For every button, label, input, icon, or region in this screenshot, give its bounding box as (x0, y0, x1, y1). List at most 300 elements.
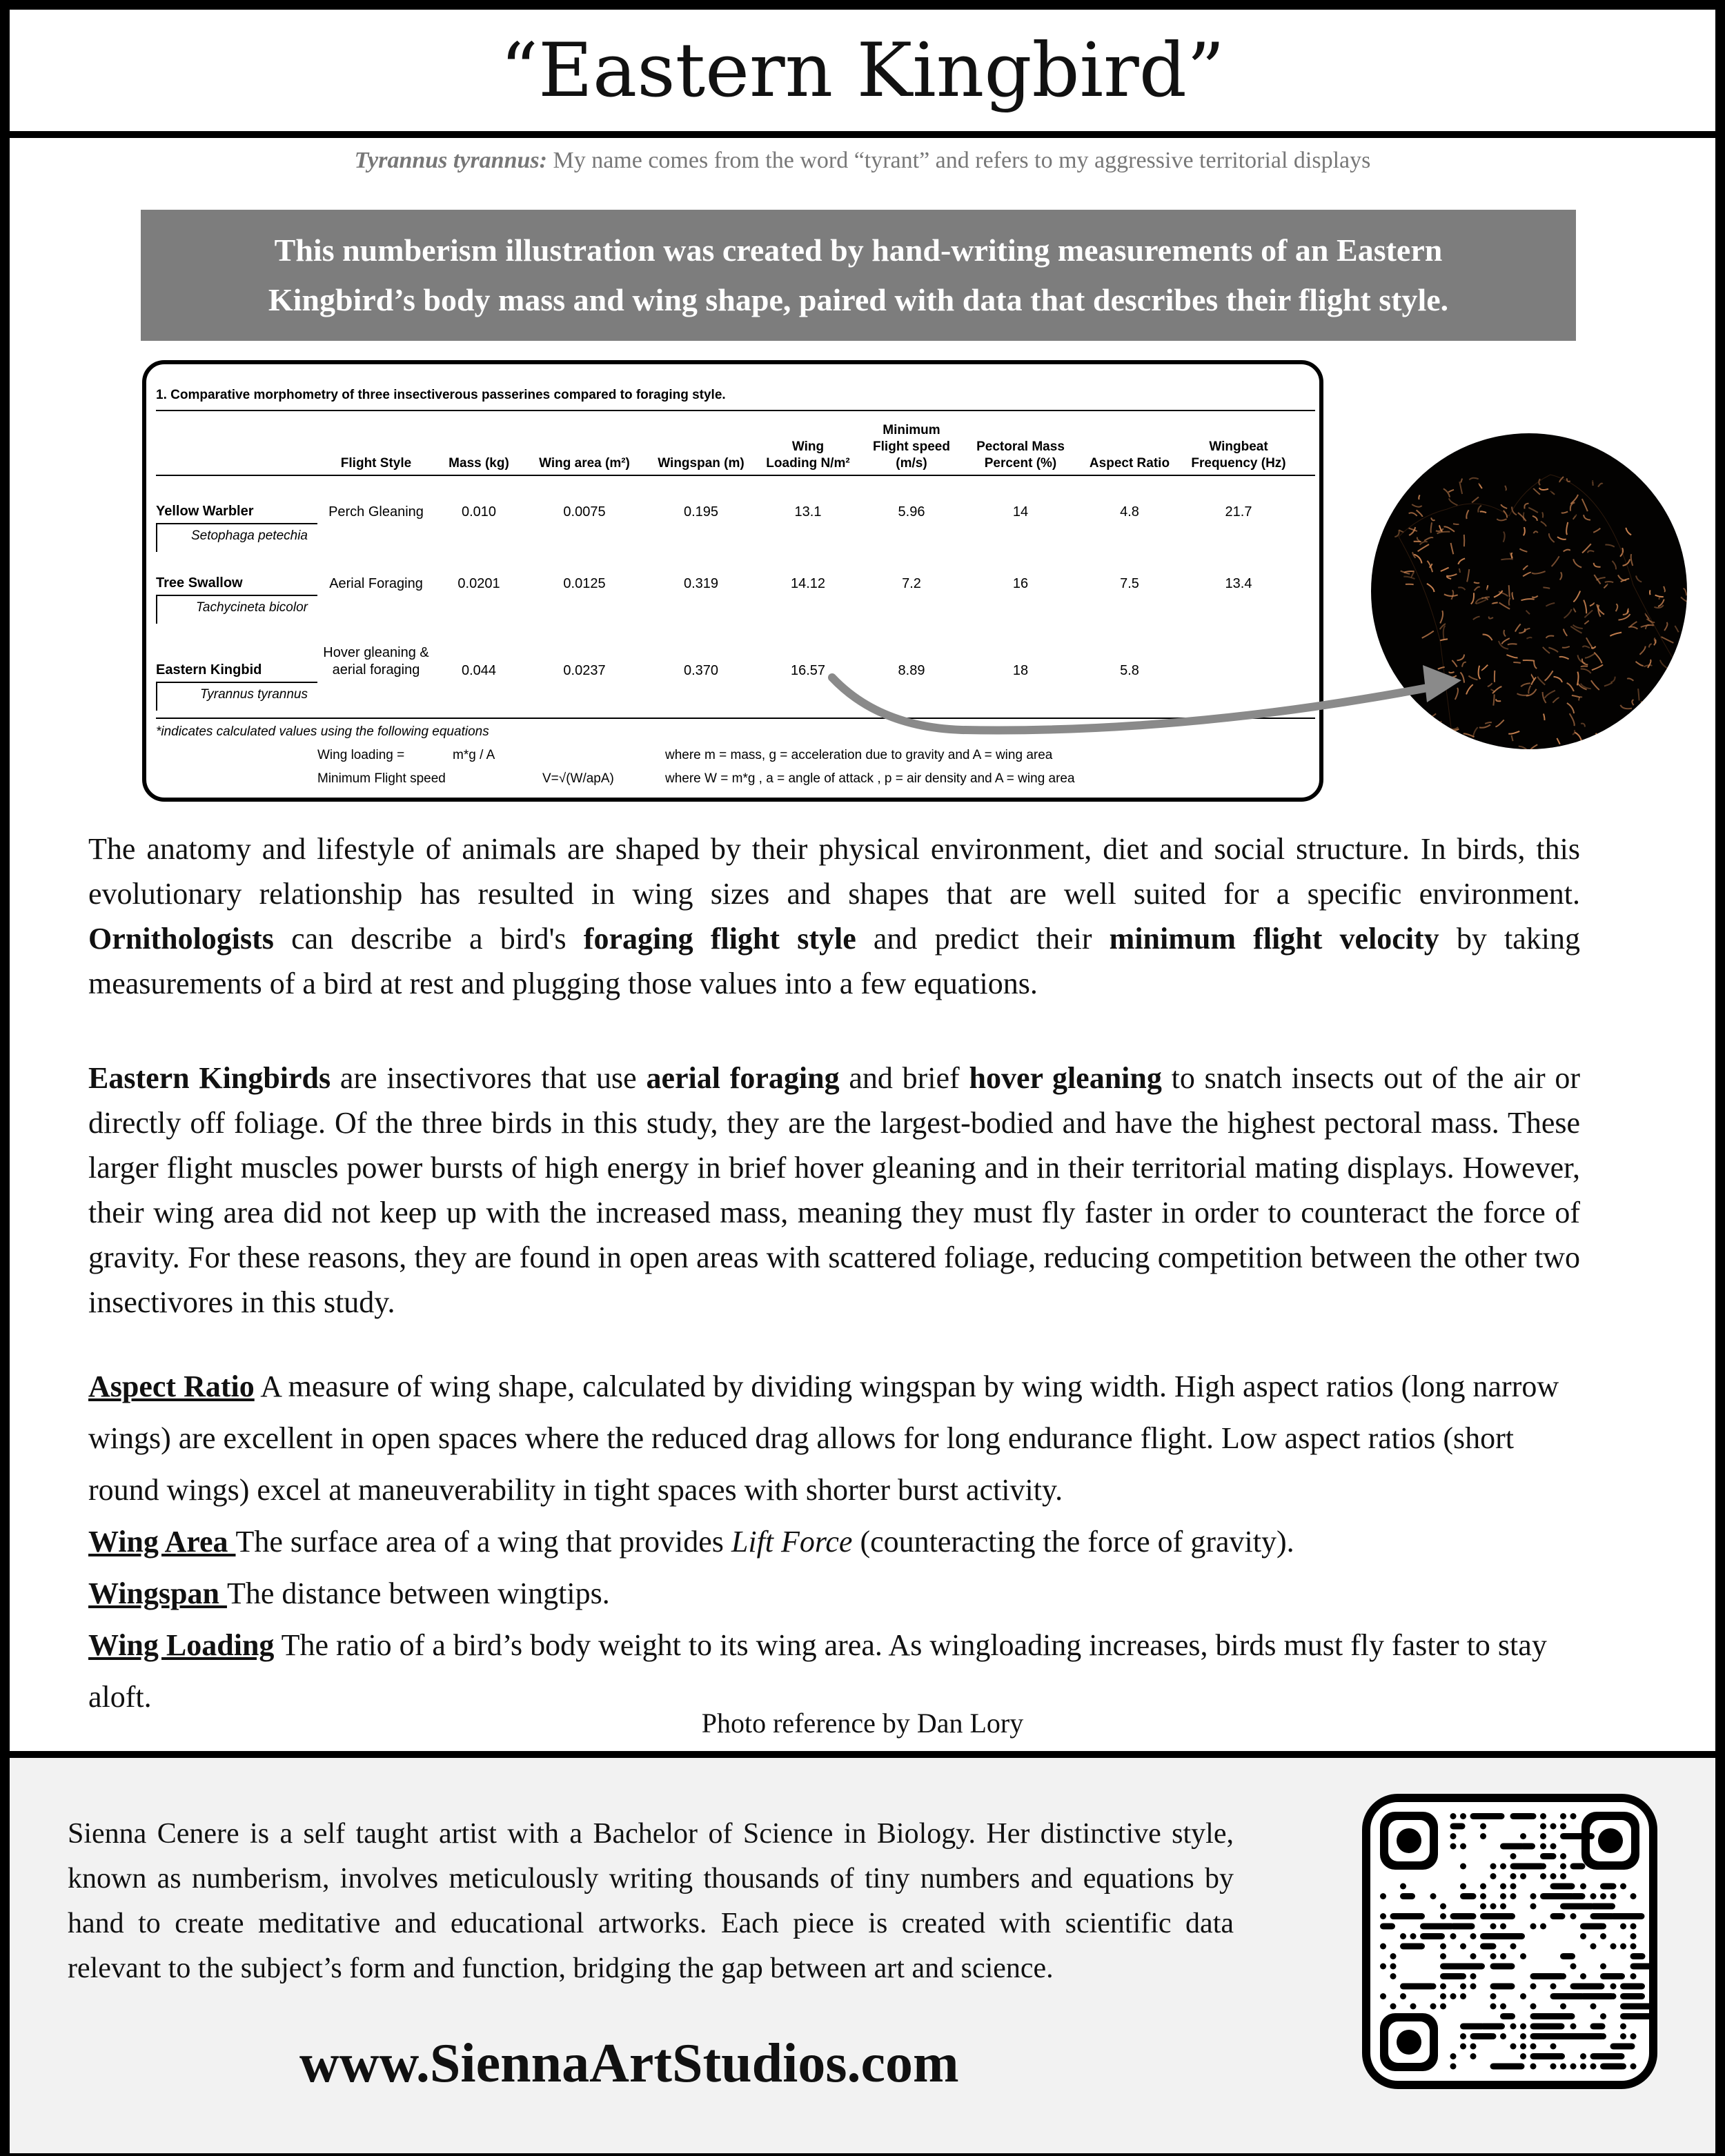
col-header-wingspan: Wingspan (m) (658, 456, 745, 471)
numberism-stroke (1449, 672, 1454, 673)
numberism-stroke (1531, 744, 1538, 749)
qr-module (1530, 2024, 1565, 2030)
qr-module (1470, 1984, 1477, 1990)
qr-module (1510, 1893, 1517, 1899)
numberism-stroke (1674, 703, 1677, 705)
qr-module (1440, 1984, 1446, 1990)
table-cell: 0.0125 (563, 576, 606, 591)
qr-module (1460, 1993, 1466, 1999)
title-bar (10, 10, 1715, 138)
numberism-stroke (1509, 585, 1510, 597)
numberism-stroke (1668, 713, 1671, 720)
table-footnote: *indicates calculated values using the following equations (156, 724, 489, 739)
qr-module (1590, 2033, 1597, 2039)
qr-module (1590, 2053, 1625, 2059)
definition-aspect-ratio: Aspect Ratio A measure of wing shape, calculated by dividing wingspan by wing width. High aspect ratios (long narrow wings) are excellent in open spaces where the reduced drag allows for long endurance flight. Low aspect ratios (short round wings) excel at maneuverability in tight spaces with shorter burst activity. (88, 1369, 1559, 1507)
numberism-stroke (1664, 586, 1665, 592)
numberism-stroke (1444, 675, 1457, 678)
numberism-stroke (1573, 591, 1580, 602)
numberism-stroke (1627, 678, 1633, 680)
qr-module (1430, 1893, 1437, 1899)
row-tree-swallow-sci: Tachycineta bicolor (196, 600, 308, 615)
qr-module (1600, 2033, 1606, 2039)
qr-module (1520, 2024, 1526, 2030)
qr-module (1500, 1933, 1525, 1939)
qr-module (1520, 1953, 1526, 1959)
numberism-stroke (1588, 551, 1595, 553)
qr-module (1470, 1893, 1477, 1899)
numberism-stroke (1462, 662, 1466, 667)
numberism-stroke (1466, 510, 1468, 519)
qr-module (1620, 1883, 1626, 1890)
qr-module (1630, 2064, 1637, 2070)
numberism-stroke (1524, 504, 1528, 509)
numberism-stroke (1461, 479, 1462, 483)
qr-module (1380, 1893, 1386, 1899)
numberism-stroke (1610, 677, 1615, 682)
numberism-stroke (1593, 528, 1600, 533)
numberism-stroke (1523, 566, 1528, 570)
numberism-stroke (1499, 602, 1510, 609)
qr-module (1440, 1953, 1446, 1959)
qr-module (1630, 1964, 1650, 1970)
numberism-stroke (1491, 689, 1495, 692)
qr-module (1450, 1993, 1457, 1999)
qr-module (1500, 2064, 1506, 2070)
numberism-stroke (1473, 617, 1480, 620)
row-tree-swallow-name: Tree Swallow (156, 575, 243, 591)
numberism-stroke (1524, 527, 1525, 535)
qr-module (1500, 1953, 1506, 1959)
qr-module (1630, 1944, 1637, 1950)
footer (10, 1751, 1715, 2153)
numberism-stroke (1664, 622, 1667, 631)
qr-module (1620, 1923, 1626, 1930)
numberism-stroke (1458, 587, 1465, 590)
qr-module (1390, 1973, 1397, 1979)
numberism-stroke (1660, 660, 1668, 669)
numberism-stroke (1512, 593, 1514, 600)
numberism-stroke (1459, 482, 1462, 494)
morphometry-table (142, 360, 1323, 802)
numberism-stroke (1649, 644, 1652, 647)
numberism-stroke (1455, 688, 1458, 700)
qr-module (1450, 1813, 1457, 1819)
qr-module (1500, 1913, 1515, 1919)
qr-module (1570, 2024, 1577, 2030)
qr-module (1500, 1984, 1506, 1990)
numberism-stroke (1638, 689, 1639, 700)
qr-module (1500, 1923, 1506, 1930)
qr-module (1470, 2044, 1477, 2050)
numberism-stroke (1409, 513, 1417, 516)
header-rule (156, 475, 1315, 476)
row-eastern-kingbird-underline (156, 682, 317, 683)
qr-module (1470, 1973, 1477, 1979)
numberism-stroke (1508, 644, 1517, 645)
numberism-stroke (1539, 488, 1548, 490)
eq2-where: where W = m*g , a = angle of attack , p = air density and A = wing area (665, 771, 1075, 786)
numberism-stroke (1443, 488, 1450, 497)
col-header-mass: Mass (kg) (448, 456, 509, 471)
qr-module (1570, 1984, 1605, 1990)
qr-module (1550, 1913, 1566, 1919)
numberism-stroke (1572, 695, 1580, 698)
qr-module (1440, 1944, 1446, 1950)
definition-wing-area: Wing Area The surface area of a wing that provides Lift Force (counteracting the force of gravity). (88, 1525, 1294, 1559)
numberism-stroke (1545, 671, 1553, 680)
numberism-stroke (1448, 731, 1451, 735)
numberism-stroke (1504, 630, 1506, 636)
row-eastern-kingbird-name: Eastern Kingbid (156, 662, 262, 678)
numberism-stroke (1548, 648, 1558, 653)
qr-module (1610, 1944, 1617, 1950)
numberism-stroke (1399, 530, 1403, 532)
numberism-stroke (1648, 660, 1651, 668)
intro-banner-text: This numberism illustration was created by hand-writing measurements of an Eastern Kingbird’s body mass and wing shape, paired with data that describes their flight style. (268, 233, 1449, 317)
col-header-aspect-ratio: Aspect Ratio (1089, 456, 1170, 471)
eq1-where: where m = mass, g = acceleration due to gravity and A = wing area (665, 748, 1053, 762)
numberism-stroke (1497, 519, 1506, 520)
qr-module (1610, 1893, 1617, 1899)
numberism-stroke (1673, 711, 1681, 714)
table-cell: 0.0201 (457, 576, 500, 591)
qr-module (1440, 2004, 1446, 2010)
qr-module (1630, 1953, 1646, 1959)
numberism-stroke (1596, 733, 1601, 744)
numberism-stroke (1528, 508, 1538, 513)
numberism-stroke (1630, 622, 1637, 627)
qr-module (1390, 1964, 1397, 1970)
numberism-stroke (1431, 522, 1432, 533)
qr-module (1490, 2033, 1497, 2039)
qr-module (1520, 2033, 1526, 2039)
qr-module (1620, 2013, 1649, 2019)
qr-module (1600, 1964, 1606, 1970)
qr-module (1460, 1964, 1485, 1970)
table-cell: Aerial Foraging (329, 576, 423, 591)
numberism-stroke (1681, 597, 1687, 602)
table-cell: 14 (1012, 504, 1029, 520)
qr-module (1550, 1984, 1557, 1990)
qr-module (1460, 1883, 1466, 1890)
qr-code-icon[interactable] (1362, 1794, 1657, 2089)
qr-module (1510, 2024, 1517, 2030)
qr-module (1530, 1923, 1537, 1930)
table-cell: 0.370 (683, 663, 719, 678)
numberism-stroke (1492, 602, 1498, 604)
qr-module (1470, 1913, 1477, 1919)
numberism-stroke (1451, 543, 1454, 554)
numberism-stroke (1658, 736, 1662, 740)
table-cell: 5.96 (898, 504, 925, 520)
numberism-stroke (1549, 533, 1555, 542)
numberism-stroke (1552, 556, 1559, 566)
numberism-stroke (1488, 683, 1492, 686)
numberism-stroke (1585, 654, 1595, 658)
numberism-stroke (1517, 693, 1529, 695)
numberism-stroke (1566, 522, 1568, 535)
numberism-stroke (1440, 611, 1443, 623)
qr-module (1540, 1823, 1546, 1830)
row-yellow-warbler-name: Yellow Warbler (156, 504, 254, 519)
numberism-stroke (1532, 571, 1546, 573)
qr-module (1470, 1813, 1505, 1819)
numberism-stroke (1473, 727, 1478, 738)
page-title: “Eastern Kingbird” (500, 27, 1225, 114)
col-header-flight-style: Flight Style (340, 456, 412, 471)
numberism-stroke (1404, 571, 1414, 573)
numberism-stroke (1626, 528, 1631, 535)
numberism-stroke (1628, 627, 1637, 629)
row-yellow-warbler-underline (156, 523, 317, 524)
definitions (88, 1361, 1580, 1723)
qr-module (1550, 1823, 1557, 1830)
qr-module (1460, 1944, 1466, 1950)
numberism-stroke (1412, 572, 1414, 577)
definition-wing-loading: Wing Loading The ratio of a bird’s body weight to its wing area. As wingloading increases, birds must fly faster to stay aloft. (88, 1628, 1547, 1714)
intro-banner (141, 210, 1576, 341)
numberism-stroke (1561, 512, 1568, 513)
numberism-stroke (1630, 740, 1633, 745)
qr-module (1460, 2044, 1466, 2050)
qr-module (1380, 1993, 1386, 1999)
qr-module (1500, 1903, 1506, 1910)
numberism-stroke (1506, 655, 1517, 657)
qr-module (1390, 2004, 1397, 2010)
qr-module (1430, 1933, 1437, 1939)
qr-module (1610, 1993, 1617, 1999)
qr-module (1510, 1883, 1517, 1890)
table-cell: 18 (1012, 663, 1029, 678)
qr-module (1490, 1913, 1497, 1919)
numberism-stroke (1521, 683, 1530, 686)
qr-module (1590, 1944, 1597, 1950)
numberism-stroke (1512, 507, 1517, 515)
numberism-stroke (1533, 531, 1537, 533)
numberism-stroke (1543, 587, 1550, 589)
qr-module (1570, 2033, 1605, 2039)
table-cell: 8.89 (898, 663, 925, 678)
qr-module (1540, 1873, 1546, 1879)
photo-credit: Photo reference by Dan Lory (701, 1708, 1024, 1739)
numberism-stroke (1592, 664, 1603, 670)
numberism-stroke (1479, 725, 1490, 728)
qr-module (1440, 1993, 1446, 1999)
numberism-stroke (1469, 478, 1478, 480)
qr-module (1530, 1813, 1537, 1819)
numberism-stroke (1431, 517, 1435, 520)
numberism-stroke (1495, 720, 1504, 726)
numberism-stroke (1545, 691, 1555, 698)
numberism-stroke (1620, 705, 1632, 709)
numberism-stroke (1538, 677, 1546, 685)
numberism-stroke (1581, 666, 1588, 667)
numberism-stroke (1604, 584, 1607, 589)
numberism-stroke (1479, 484, 1482, 488)
qr-module (1620, 1993, 1645, 1999)
qr-module (1610, 1973, 1617, 1979)
numberism-stroke (1468, 676, 1477, 680)
qr-module (1580, 1973, 1586, 1979)
qr-module (1580, 1993, 1615, 1999)
qr-module (1560, 2064, 1566, 2070)
qr-module (1400, 1883, 1406, 1890)
qr-module (1550, 1853, 1557, 1859)
table-cell: 0.0075 (563, 504, 606, 520)
numberism-stroke (1444, 594, 1458, 596)
numberism-stroke (1636, 575, 1642, 582)
qr-module (1390, 1953, 1397, 1959)
qr-module (1430, 1984, 1437, 1990)
qr-module (1460, 1843, 1466, 1850)
qr-module (1590, 2004, 1597, 2010)
numberism-stroke (1532, 516, 1537, 521)
qr-module (1540, 1813, 1546, 1819)
qr-module (1460, 1973, 1466, 1979)
numberism-stroke (1604, 683, 1613, 686)
qr-module (1500, 1893, 1506, 1899)
qr-module (1600, 2013, 1606, 2019)
qr-module (1490, 1863, 1497, 1870)
numberism-stroke (1418, 544, 1429, 551)
numberism-stroke (1618, 730, 1624, 733)
qr-module (1520, 1843, 1535, 1850)
paragraph-kingbird: Eastern Kingbirds are insectivores that use aerial foraging and brief hover gleaning to snatch insects out of the air or directly off foliage. Of the three birds in this study, they are the largest-bodied and have the highest pectoral mass. These larger flight muscles power bursts of high energy in brief hover gleaning and in their territorial mating displays. However, their wing area did not keep up with the increased mass, meaning they must fly faster in order to counteract the force of gravity. For these reasons, they are found in open areas with scattered foliage, reducing competition between the other two insectivores in this study. (88, 1061, 1581, 1319)
table-cell: 0.0237 (563, 663, 606, 678)
qr-module (1610, 1984, 1617, 1990)
numberism-stroke (1523, 660, 1535, 661)
qr-module (1400, 1893, 1415, 1899)
qr-module (1450, 1843, 1457, 1850)
qr-module (1630, 1973, 1637, 1979)
table-caption: 1. Comparative morphometry of three insectiverous passerines compared to foraging style. (156, 388, 726, 402)
qr-module (1400, 1913, 1425, 1919)
numberism-stroke (1451, 591, 1453, 600)
qr-module (1510, 1843, 1517, 1850)
numberism-stroke (1442, 684, 1445, 690)
qr-module (1410, 1944, 1417, 1950)
numberism-stroke (1564, 609, 1572, 618)
qr-module (1530, 2004, 1537, 2010)
qr-module (1610, 2044, 1635, 2050)
numberism-stroke (1579, 697, 1582, 700)
qr-module (1540, 1863, 1546, 1870)
qr-module (1520, 2053, 1526, 2059)
numberism-stroke (1466, 684, 1473, 694)
numberism-stroke (1654, 743, 1663, 744)
qr-module (1540, 1833, 1546, 1839)
qr-module (1570, 1863, 1586, 1870)
qr-module (1580, 1933, 1586, 1939)
qr-module (1490, 1944, 1497, 1950)
qr-module (1500, 1883, 1506, 1890)
numberism-stroke (1458, 558, 1465, 564)
qr-module (1550, 1843, 1557, 1850)
numberism-stroke (1639, 646, 1645, 655)
qr-module (1500, 1863, 1506, 1870)
numberism-stroke (1440, 639, 1448, 640)
eq1-label: Wing loading = (317, 748, 405, 762)
numberism-stroke (1539, 479, 1540, 485)
numberism-stroke (1437, 532, 1450, 534)
qr-module (1570, 1813, 1577, 1819)
numberism-stroke (1570, 713, 1575, 726)
qr-module (1510, 1853, 1517, 1859)
numberism-stroke (1573, 730, 1575, 735)
numberism-stroke (1403, 577, 1414, 579)
numberism-stroke (1655, 595, 1664, 597)
numberism-stroke (1441, 568, 1449, 571)
qr-module (1560, 1823, 1566, 1830)
numberism-stroke (1593, 742, 1598, 745)
numberism-stroke (1515, 624, 1521, 631)
numberism-stroke (1508, 731, 1519, 734)
numberism-stroke (1526, 611, 1530, 614)
table-cell: 13.4 (1225, 576, 1252, 591)
qr-module (1580, 2053, 1586, 2059)
numberism-stroke (1492, 686, 1501, 693)
qr-module (1510, 1873, 1517, 1879)
numberism-stroke (1448, 727, 1458, 729)
eq2-formula: V=√(W/apA) (542, 771, 614, 786)
qr-module (1510, 2064, 1517, 2070)
numberism-stroke (1620, 727, 1630, 728)
numberism-stroke (1675, 626, 1678, 632)
col-header-wing-loading: Wing Loading N/m² (766, 439, 850, 471)
numberism-stroke (1479, 666, 1481, 680)
numberism-stroke (1559, 657, 1569, 659)
numberism-stroke (1596, 745, 1606, 746)
numberism-stroke (1594, 653, 1601, 664)
numberism-stroke (1557, 537, 1566, 540)
numberism-stroke (1463, 733, 1475, 737)
numberism-stroke (1641, 702, 1649, 709)
qr-module (1560, 1833, 1595, 1839)
table-cell: 7.2 (902, 576, 921, 591)
qr-module (1570, 1964, 1577, 1970)
numberism-stroke (1577, 683, 1586, 689)
numberism-stroke (1633, 744, 1642, 749)
qr-module (1540, 1843, 1546, 1850)
qr-module (1460, 1863, 1466, 1870)
table-cell: Perch Gleaning (328, 504, 424, 520)
numberism-stroke (1674, 701, 1678, 704)
numberism-stroke (1631, 554, 1633, 566)
table-cell: 0.010 (461, 504, 497, 520)
qr-module (1530, 2064, 1537, 2070)
qr-module (1490, 2064, 1525, 2070)
qr-module (1560, 1883, 1566, 1890)
qr-module (1600, 1993, 1606, 1999)
table-cell: 0.319 (683, 576, 719, 591)
qr-module (1410, 2004, 1417, 2010)
numberism-stroke (1616, 604, 1618, 611)
qr-module (1520, 1833, 1526, 1839)
qr-module (1630, 1933, 1637, 1939)
qr-module (1530, 1893, 1537, 1899)
numberism-stroke (1542, 512, 1543, 517)
qr-module (1450, 1833, 1457, 1839)
col-header-wing-area: Wing area (m²) (539, 456, 630, 471)
numberism-stroke (1523, 573, 1531, 577)
qr-module (1510, 2044, 1517, 2050)
artist-bio: Sienna Cenere is a self taught artist with a Bachelor of Science in Biology. Her distinctive style, known as numberism, involves meticulously writing thousands of tiny numbers and equations by hand to create meditative and educational artworks. Each piece is created with scientific data relevant to the subject’s form and function, bridging the gap between art and science. (68, 1818, 1234, 1984)
table-cell: 13.1 (794, 504, 822, 520)
website-link[interactable]: www.SiennaArtStudios.com (299, 2033, 959, 2094)
qr-module (1530, 1903, 1537, 1910)
qr-module (1560, 1813, 1566, 1819)
